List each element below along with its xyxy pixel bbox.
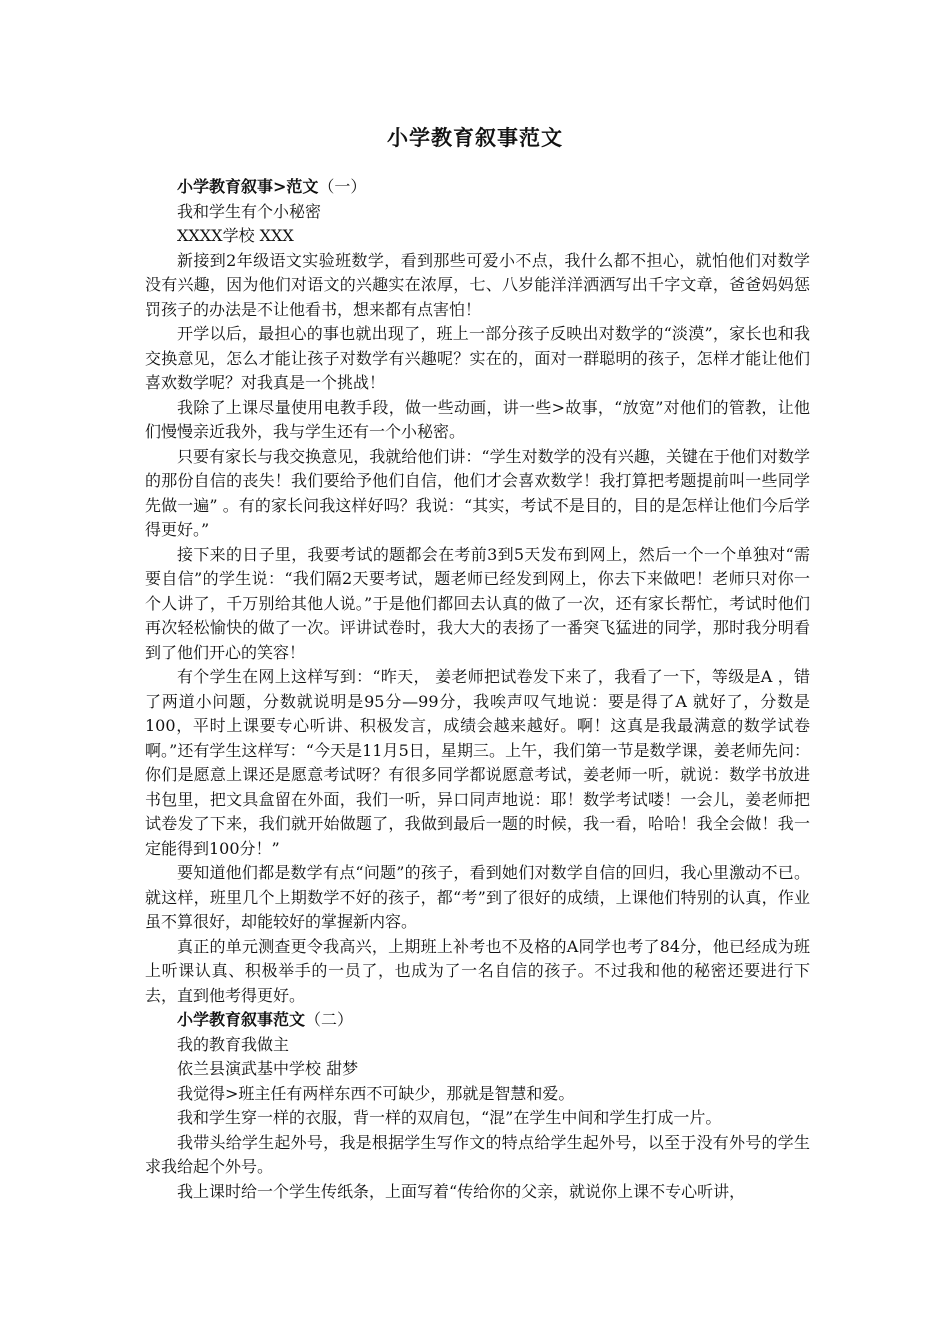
- paragraph: 只要有家长与我交换意见，我就给他们讲：“学生对数学的没有兴趣，关键在于他们对数学的那份自信的丧失！我们要给予他们自信，他们才会喜欢数学！我打算把考题提前叫一些同学先做一遍” 。有的家长问我这样好吗？我说：“其实，考试不是目的，目的是怎样让他们今后学得更好。”: [145, 446, 810, 539]
- paragraph: 开学以后，最担心的事也就出现了，班上一部分孩子反映出对数学的“淡漠”，家长也和我交换意见，怎么才能让孩子对数学有兴趣呢？实在的，面对一群聪明的孩子，怎样才能让他们喜欢数学呢？对我真是一个挑战！: [145, 324, 810, 392]
- section-2-heading: [145, 1008, 810, 1033]
- section-1-subtitle: 我和学生有个小秘密: [177, 201, 322, 221]
- section-2-subtitle: 我的教育我做主: [177, 1034, 290, 1054]
- paragraph: 有个学生在网上这样写到：“昨天， 姜老师把试卷发下来了，我看了一下，等级是A ，错了两道小问题，分数就说明是95分—99分，我唉声叹气地说：要是得了A 就好了，分数是100，平时上课要专心听讲、积极发言，成绩会越来越好。啊！这真是我最满意的数学试卷啊。”还有学生这样写：“今天是11月5日，星期三。上午，我们第一节是数学课，姜老师先问：你们是愿意上课还是愿意考试呀？有很多同学都说愿意考试，姜老师一听，就说：数学书放进书包里，把文具盒留在外面，我们一听，异口同声地说：耶！数学考试喽！一会儿，姜老师把试卷发了下来，我们就开始做题了，我做到最后一题的时候，我一看，哈哈！我全会做！我一定能得到100分！”: [145, 667, 810, 858]
- paragraph: 要知道他们都是数学有点“问题”的孩子，看到她们对数学自信的回归，我心里激动不已。就这样，班里几个上期数学不好的孩子，都“考”到了很好的成绩，上课他们特别的认真，作业虽不算很好，却能较好的掌握新内容。: [145, 863, 810, 931]
- paragraph: 接下来的日子里，我要考试的题都会在考前3到5天发布到网上，然后一个一个单独对“需要自信”的学生说：“我们隔2天要考试，题老师已经发到网上，你去下来做吧！老师只对你一个人讲了，千万别给其他人说。”于是他们都回去认真的做了一次，还有家长帮忙，考试时他们再次轻松愉快的做了一次。评讲试卷时，我大大的表扬了一番突飞猛进的同学，那时我分明看到了他们开心的笑容！: [145, 544, 810, 662]
- section-1-heading-number: （一）: [318, 177, 367, 196]
- paragraph: 我和学生穿一样的衣服，背一样的双肩包，“混”在学生中间和学生打成一片。: [177, 1108, 722, 1127]
- section-2-heading-text: 小学教育叙事范文: [177, 1010, 306, 1029]
- paragraph: 我带头给学生起外号，我是根据学生写作文的特点给学生起外号，以至于没有外号的学生求我给起个外号。: [145, 1132, 810, 1176]
- paragraph: 我除了上课尽量使用电教手段，做一些动画，讲一些>故事，“放宽”对他们的管教，让他们慢慢亲近我外，我与学生还有一个小秘密。: [145, 397, 810, 441]
- document-title: 小学教育叙事范文: [387, 126, 563, 150]
- section-1-heading-text: 小学教育叙事>范文: [177, 177, 319, 196]
- section-1-author: XXXX学校 XXX: [177, 226, 294, 245]
- document-body: [145, 175, 810, 1204]
- paragraph: 新接到2年级语文实验班数学，看到那些可爱小不点，我什么都不担心，就怕他们对数学没有兴趣，因为他们对语文的兴趣实在浓厚，七、八岁能洋洋洒洒写出千字文章，爸爸妈妈惩罚孩子的办法是不让他看书，想来都有点害怕！: [145, 250, 810, 319]
- section-1-heading: [145, 175, 810, 200]
- paragraph: 我觉得>班主任有两样东西不可缺少，那就是智慧和爱。: [177, 1083, 575, 1103]
- section-2-author: 依兰县演武基中学校 甜梦: [177, 1059, 359, 1078]
- paragraph: 真正的单元测查更令我高兴，上期班上补考也不及格的A同学也考了84分，他已经成为班上听课认真、积极举手的一员了，也成为了一名自信的孩子。不过我和他的秘密还要进行下去，直到他考得更好。: [145, 936, 810, 1005]
- paragraph: 我上课时给一个学生传纸条，上面写着“传给你的父亲，就说你上课不专心听讲，: [177, 1181, 746, 1201]
- section-2-heading-number: （二）: [305, 1010, 354, 1029]
